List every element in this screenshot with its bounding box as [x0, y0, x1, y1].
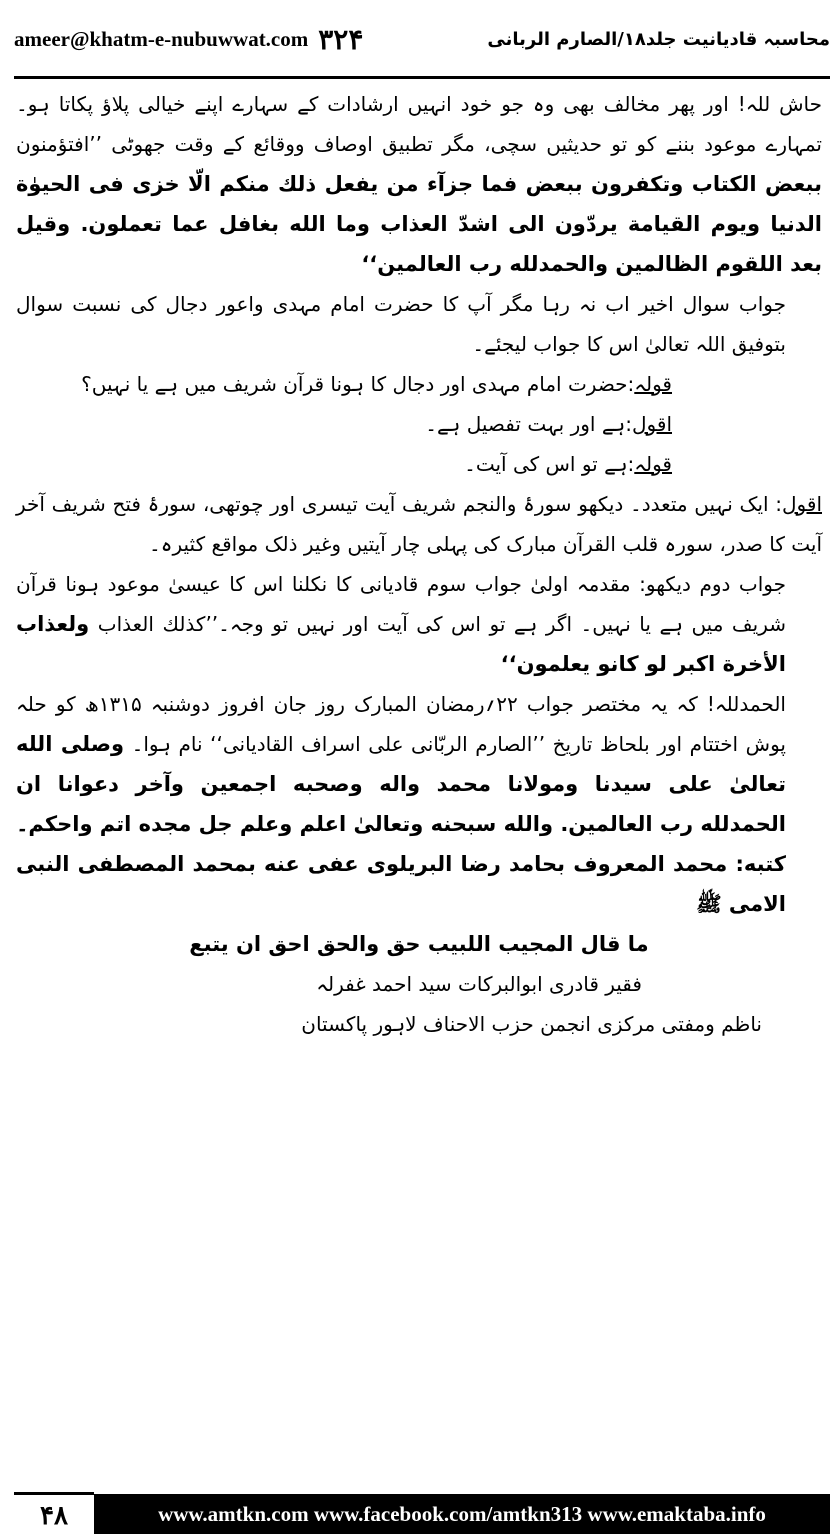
qa-line-2 — [16, 404, 822, 444]
paragraph-3 — [16, 484, 822, 564]
footer-urls: www.amtkn.com www.facebook.com/amtkn313 www.emaktaba.info — [94, 1494, 830, 1534]
header-book-title: محاسبہ قادیانیت جلد۱۸/الصارم الربانی — [487, 28, 830, 50]
header-email: ameer@khatm-e-nubuwwat.com — [14, 26, 309, 51]
qa-label: قولہ — [634, 372, 672, 396]
signature-line-1: فقیر قادری ابوالبرکات سید احمد غفرلہ — [316, 972, 642, 996]
paragraph-1 — [16, 84, 822, 284]
paragraph-1-urdu: حاش للہ! اور پھر مخالف بھی وہ جو خود انہیں ارشادات کے سہارے اپنے خیالی پلاؤ پکاتا ہو۔ تمہارے موعود بننے کو تو حدیثیں سچی، مگر تطبیق اوصاف ووقائع کے وقت جھوٹی ’’افتؤمنون — [16, 92, 822, 156]
signature-line-2: ناظم ومفتی مرکزی انجمن حزب الاحناف لاہور پاکستان — [301, 1012, 762, 1036]
qa-text: :ہے اور بہت تفصیل ہے۔ — [425, 412, 633, 436]
header-rule — [14, 76, 830, 79]
paragraph-4-urdu: جواب دوم دیکھو: مقدمہ اولیٰ جواب سوم قادیانی کا نکلنا اس کا عیسیٰ موعود ہونا قرآن شریف میں ہے یا نہیں۔ اگر ہے تو اس کی آیت اور نہیں تو وجہ۔’’كذلك العذاب — [16, 572, 786, 636]
qa-line-3 — [16, 444, 822, 484]
paragraph-4 — [16, 564, 822, 684]
paragraph-4-arabic: ولعذاب الأخرة اكبر لو كانو يعلمون‘‘ — [16, 612, 786, 676]
paragraph-2: جواب سوال اخیر اب نہ رہا مگر آپ کا حضرت امام مہدی واعور دجال کی نسبت سوال بتوفیق اللہ تعالیٰ اس کا جواب لیجئے۔ — [16, 292, 786, 356]
page-footer — [14, 1492, 830, 1536]
footer-page-number: ۴۸ — [14, 1492, 94, 1536]
paragraph-7: ما قال المجيب اللبيب حق والحق احق ان يتبع — [189, 932, 649, 956]
qa-line-1 — [16, 364, 822, 404]
page-body — [16, 84, 822, 1465]
qa-text: :ہے تو اس کی آیت۔ — [464, 452, 635, 476]
paragraph-5 — [16, 684, 822, 844]
paragraph-3-label: اقول — [782, 492, 822, 516]
paragraph-3-text: : ایک نہیں متعدد۔ دیکھو سورۂ والنجم شریف آیت تیسری اور چوتھی، سورۂ فتح شریف آخر آیت کا صدر، سورہ قلب القرآن مبارک کی پہلی چار آیتیں وغیر ذلک مواقع کثیرہ۔ — [16, 492, 822, 556]
qa-text: :حضرت امام مہدی اور دجال کا ہونا قرآن شریف میں ہے یا نہیں؟ — [81, 372, 635, 396]
header-page-number: ۳۲۴ — [318, 22, 364, 56]
paragraph-5-arabic: وصلى الله تعالىٰ على سيدنا ومولانا محمد واله وصحبه اجمعين وآخر دعوانا ان الحمدلله رب العالمين. والله سبحنه وتعالىٰ اعلم وعلم جل مجده اتم واحكم۔ — [16, 732, 786, 836]
qa-label: اقول — [632, 412, 672, 436]
paragraph-5-urdu: الحمدللہ! کہ یہ مختصر جواب ۲۲؍رمضان المبارک روز جان افروز دوشنبہ ۱۳۱۵ھ کو حلہ پوش اختتام اور بلحاظ تاریخ ’’الصارم الربّانی علی اسراف القادیانی‘‘ نام ہوا۔ — [16, 692, 786, 756]
page-header — [14, 4, 830, 74]
header-left — [14, 23, 363, 56]
paragraph-1-arabic: ببعض الكتاب وتكفرون ببعض فما جزآء من يفعل ذلك منكم الّا خزى فى الحيوٰة الدنيا ويوم القيامة يردّون الى اشدّ العذاب وما الله بغافل عما تعملون. وقيل بعد اللقوم الظالمين والحمدلله رب العالمين‘‘ — [16, 172, 822, 276]
paragraph-6: كتبه: محمد المعروف بحامد رضا البريلوى عفى عنه بمحمد المصطفى النبى الامى ﷺ — [16, 852, 786, 916]
qa-label: قولہ — [634, 452, 672, 476]
